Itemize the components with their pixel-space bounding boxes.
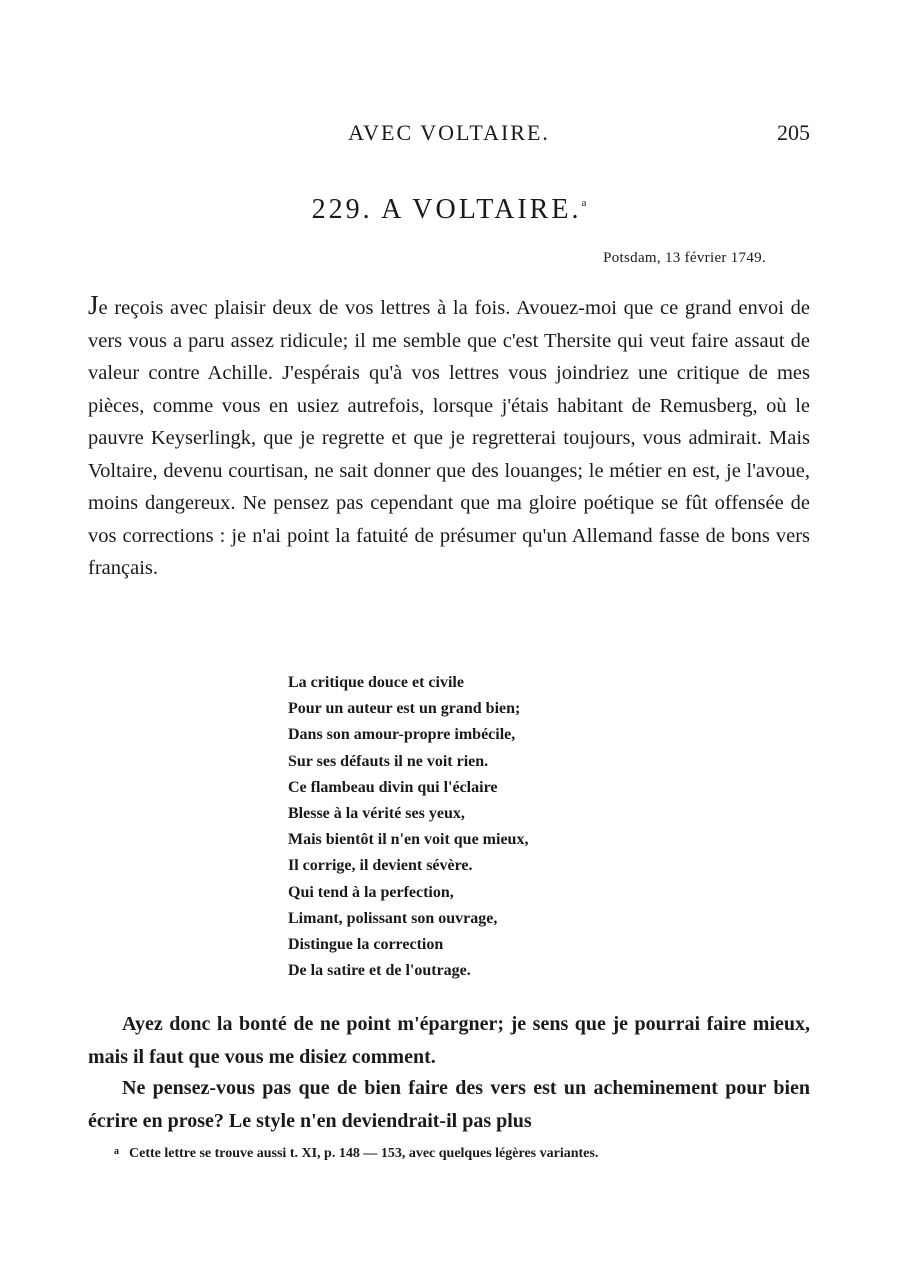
footnote — [114, 1146, 814, 1162]
verse-line: Il corrige, il devient sévère. — [288, 857, 473, 875]
running-title: AVEC VOLTAIRE. — [348, 120, 550, 145]
footnote-mark: a — [114, 1146, 119, 1157]
paragraph-1-text: e reçois avec plaisir deux de vos lettres à la fois. Avouez-moi que ce grand envoi de vers vous a paru assez ridicule; il me semble que c'est Thersite qui veut faire assaut de valeur contre Achille. J'espérais qu'à vos lettres vous joindriez une critique de mes pièces, comme vous en usiez autrefois, lorsque j'étais habitant de Remusberg, où le pauvre Keyserlingk, que je regrette et que je regretterai toujours, vous admirait. Mais Voltaire, devenu courtisan, ne sait donner que des louanges; le métier en est, je l'avoue, moins dangereux. Ne pensez pas cependant que ma gloire poétique se fût offensée de vos corrections : je n'ai point la fatuité de présumer qu'un Allemand fasse de bons vers français. — [88, 297, 810, 579]
letter-title — [88, 194, 810, 226]
verse-line: Limant, polissant son ouvrage, — [288, 909, 498, 927]
verse-line: Qui tend à la perfection, — [288, 883, 454, 901]
title-footnote-mark: a — [581, 197, 587, 209]
verse-line: Distingue la correction — [288, 936, 444, 954]
verse-line: Mais bientôt il n'en voit que mieux, — [288, 831, 529, 849]
page-number: 205 — [777, 120, 810, 145]
verse-line: Pour un auteur est un grand bien; — [288, 700, 521, 718]
footnote-text: Cette lettre se trouve aussi t. XI, p. 148 — 153, avec quelques légères variantes. — [129, 1146, 599, 1161]
paragraph-3: Ne pensez-vous pas que de bien faire des vers est un acheminement pour bien écrire en prose? Le style n'en deviendrait-il pas plus — [88, 1077, 810, 1132]
dateline: Potsdam, 13 février 1749. — [603, 250, 766, 266]
verse-block — [288, 670, 708, 984]
letter-title-text: 229. A VOLTAIRE. — [311, 194, 582, 225]
verse-line: Blesse à la vérité ses yeux, — [288, 805, 465, 823]
verse-line: Dans son amour-propre imbécile, — [288, 726, 516, 744]
paragraph-2: Ayez donc la bonté de ne point m'épargner; je sens que je pourrai faire mieux, mais il faut que vous me disiez comment. — [88, 1013, 810, 1068]
verse-line: La critique douce et civile — [288, 674, 464, 691]
paragraph-1 — [88, 289, 810, 585]
verse-line: De la satire et de l'outrage. — [288, 962, 471, 980]
running-head — [88, 120, 810, 150]
verse-line: Sur ses défauts il ne voit rien. — [288, 752, 489, 770]
verse-line: Ce flambeau divin qui l'éclaire — [288, 778, 498, 796]
drop-cap: J — [88, 290, 99, 320]
